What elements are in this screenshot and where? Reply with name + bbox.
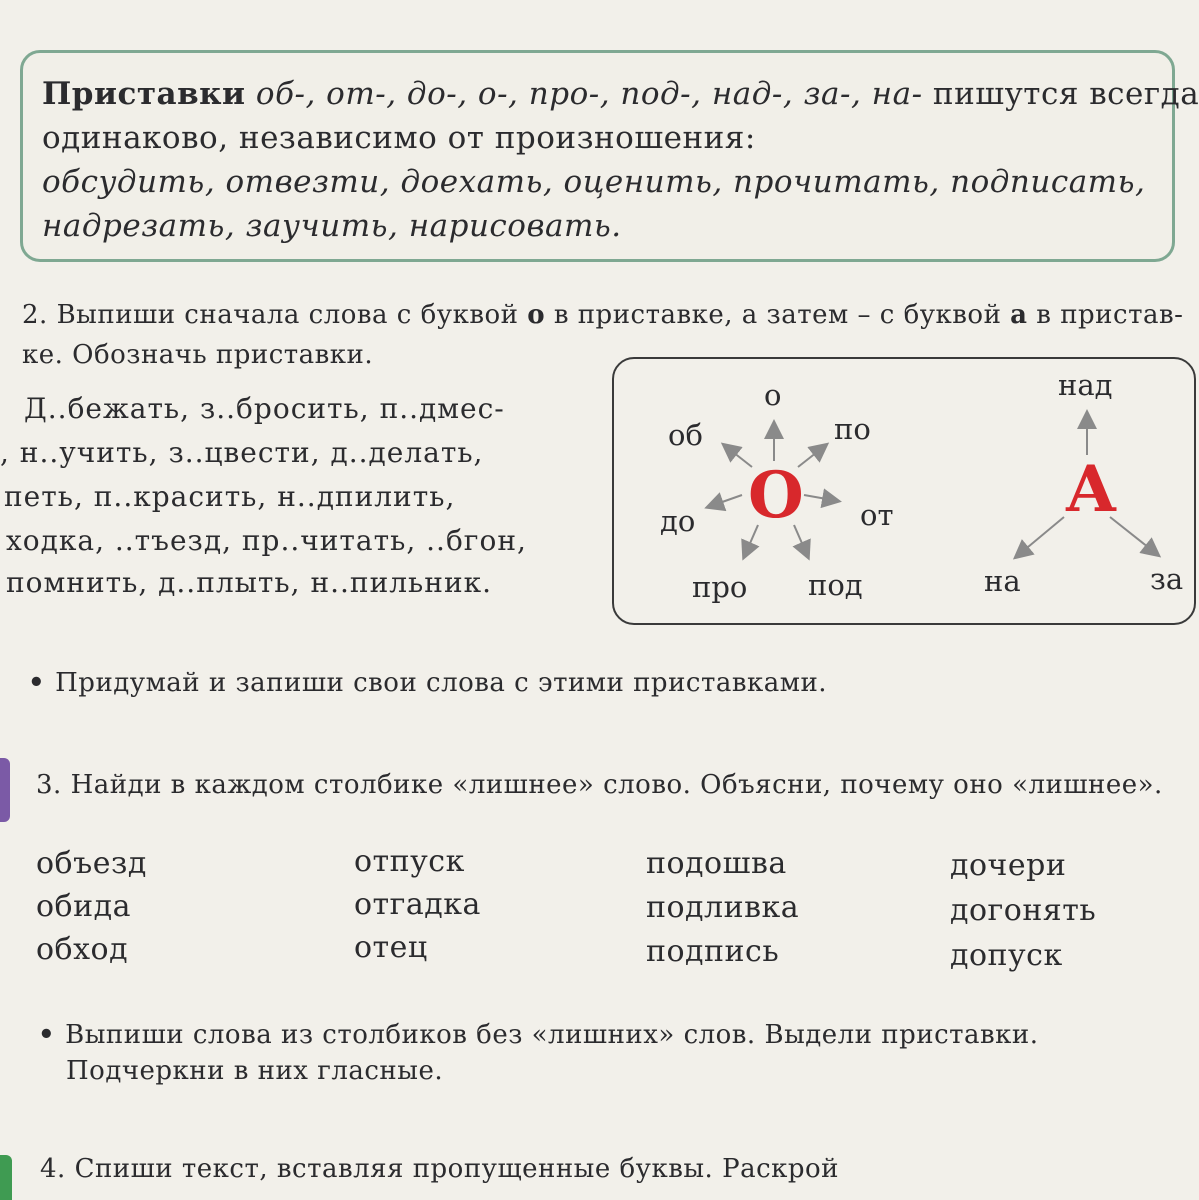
big-letter-a: А <box>1065 452 1118 527</box>
task2-instruction-line1 <box>22 300 1183 330</box>
prefix-po: по <box>834 412 871 446</box>
task3-bullet-text-2: Подчеркни в них гласные. <box>66 1056 444 1086</box>
word-col3-2: подливка <box>646 890 800 925</box>
word-col1-2: обида <box>36 889 131 924</box>
prefix-pro: про <box>692 570 748 604</box>
prefix-ot: от <box>860 498 894 532</box>
exercise-line-5: помнить, д..плыть, н..пильник. <box>6 566 493 599</box>
word-col1-3: обход <box>36 932 129 967</box>
word-col2-1: отпуск <box>354 844 465 879</box>
exercise-line-3: петь, п..красить, н..дпилить, <box>4 480 456 513</box>
task2-letter-o: о <box>527 300 546 330</box>
big-letter-o: О <box>748 458 804 533</box>
word-col2-3: отец <box>354 930 428 965</box>
task4-number: 4. <box>40 1154 66 1184</box>
task2-letter-a: а <box>1010 300 1028 330</box>
word-col3-1: подошва <box>646 846 787 881</box>
side-tab-marker-green <box>0 1155 12 1200</box>
rule-prefixes: об-, от-, до-, о-, про-, под-, над-, за-, на- <box>255 76 923 112</box>
bullet-dot-2: • <box>38 1020 56 1050</box>
exercise-line-1: Д..бежать, з..бросить, п..дмес- <box>24 392 505 425</box>
task2-bullet <box>28 668 827 698</box>
prefix-o: о <box>764 378 782 412</box>
prefix-nad: над <box>1058 368 1113 402</box>
prefix-ob: об <box>668 418 703 452</box>
task3-text: Найди в каждом столбике «лишнее» слово. Объясни, почему оно «лишнее». <box>70 770 1163 800</box>
task2-bullet-text: Придумай и запиши свои слова с этими приставками. <box>55 668 828 698</box>
word-col2-2: отгадка <box>354 887 481 922</box>
task2-text-b: в приставке, а затем – с буквой <box>553 300 1002 330</box>
rule-examples-2: надрезать, заучить, нарисовать. <box>42 208 622 244</box>
prefix-do: до <box>660 504 696 538</box>
prefix-za: за <box>1150 562 1184 596</box>
rule-tail: пишутся всегда <box>932 76 1199 112</box>
task3-instruction <box>36 770 1163 800</box>
task2-number: 2. <box>22 300 48 330</box>
task3-bullet <box>38 1020 1039 1050</box>
exercise-line-4: ходка, ..тъезд, пр..читать, ..бгон, <box>6 524 527 557</box>
word-col4-2: догонять <box>950 893 1097 928</box>
prefix-na: на <box>984 564 1021 598</box>
exercise-line-2: , н..учить, з..цвести, д..делать, <box>0 436 484 469</box>
word-col4-3: допуск <box>950 938 1063 973</box>
task2-text-a: Выпиши сначала слова с буквой <box>56 300 519 330</box>
rule-title: Приставки <box>42 76 246 112</box>
task2-text-c: в пристав- <box>1036 300 1184 330</box>
side-tab-marker <box>0 758 10 822</box>
word-col4-1: дочери <box>950 848 1067 883</box>
task4-instruction <box>40 1154 839 1184</box>
task2-instruction-line2: ке. Обозначь приставки. <box>22 340 374 370</box>
task4-text: Спиши текст, вставляя пропущенные буквы. Раскрой <box>74 1154 840 1184</box>
bullet-dot: • <box>28 668 46 698</box>
task3-number: 3. <box>36 770 62 800</box>
prefix-pod: под <box>808 568 863 602</box>
word-col3-3: подпись <box>646 934 780 969</box>
rule-line-2: одинаково, независимо от произношения: <box>42 120 756 156</box>
rule-line-1 <box>42 76 1199 112</box>
rule-examples-1: обсудить, отвезти, доехать, оценить, прочитать, подписать, <box>42 164 1146 200</box>
word-col1-1: объезд <box>36 846 147 881</box>
task3-bullet-text-1: Выпиши слова из столбиков без «лишних» слов. Выдели приставки. <box>65 1020 1039 1050</box>
